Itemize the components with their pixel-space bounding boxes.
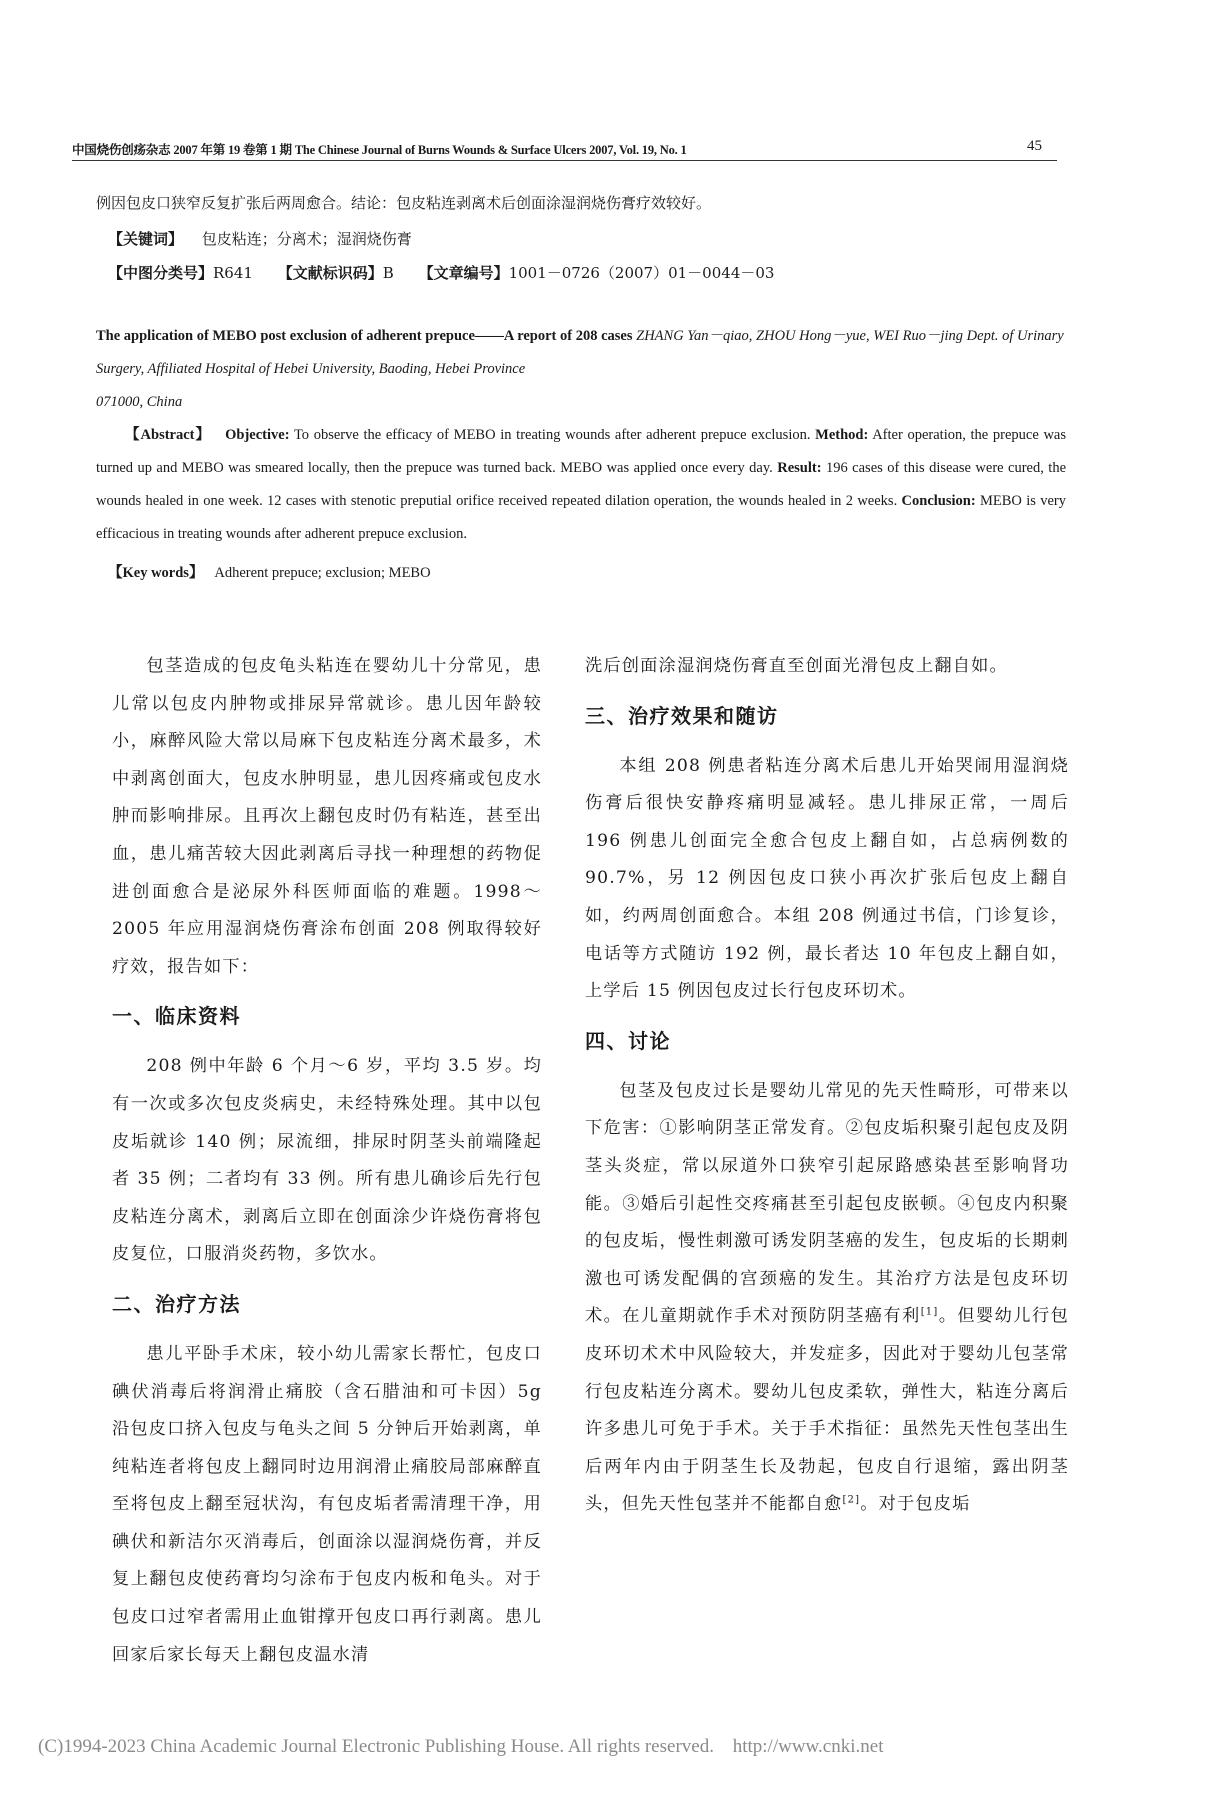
header-rule — [72, 160, 1057, 161]
cnki-link[interactable]: http://www.cnki.net — [732, 1736, 884, 1757]
clinical-data-paragraph: 208 例中年龄 6 个月～6 岁，平均 3.5 岁。均有一次或多次包皮炎病史，未经特殊处理。其中以包皮垢就诊 140 例；尿流细，排尿时阴茎头前端隆起者 35 例；二者均有 33 例。所有患儿确诊后先行包皮粘连分离术，剥离后立即在创面涂少许烧伤膏将包皮复位，口服消炎药物，多饮水。 — [112, 1056, 542, 1265]
discussion-text-1: 包茎及包皮过长是婴幼儿常见的先天性畸形，可带来以下危害：①影响阴茎正常发育。②包皮垢积聚引起包皮及阴茎头炎症，常以尿道外口狭窄引起尿路感染甚至影响肾功能。③婚后引起性交疼痛甚至引起包皮嵌顿。④包皮内积聚的包皮垢，慢性刺激可诱发阴茎癌的发生，包皮垢的长期刺激也可诱发配偶的宫颈癌的发生。其治疗方法是包皮环切术。在儿童期就作手术对预防阴茎癌有利 — [585, 1080, 1069, 1327]
method-text: After operation, the prepuce was turned up and MEBO was smeared locally, then the prepuce was turned back. MEBO was applied once every day. — [96, 427, 1066, 476]
result-label: Result: — [777, 460, 822, 476]
conclusion-label: Conclusion: — [901, 493, 976, 509]
copyright-footer — [38, 1736, 883, 1758]
section-heading-clinical-data: 一、临床资料 — [112, 1004, 241, 1029]
article-no-label: 【文章编号】 — [418, 264, 509, 282]
english-title-block — [96, 320, 1066, 386]
objective-label: Objective: — [225, 427, 290, 443]
treatment-method-paragraph: 患儿平卧手术床，较小幼儿需家长帮忙，包皮口碘伏消毒后将润滑止痛胶（含石腊油和可卡因）5g 沿包皮口挤入包皮与龟头之间 5 分钟后开始剥离，单纯粘连者将包皮上翻同时边用润滑止痛胶局部麻醉直至将包皮上翻至冠状沟，有包皮垢者需清理干净，用碘伏和新洁尔灭消毒后，创面涂以湿润烧伤膏，并反复上翻包皮使药膏均匀涂布于包皮内板和龟头。对于包皮口过窄者需用止血钳撑开包皮口再行剥离。患儿回家后家长每天上翻包皮温水清 — [112, 1343, 542, 1665]
cn-keywords-label: 【关键词】 — [108, 230, 184, 248]
section-heading-results-followup: 三、治疗效果和随访 — [585, 703, 779, 728]
clc-value: R641 — [213, 264, 253, 282]
reference-1[interactable]: [1] — [920, 1306, 939, 1318]
results-paragraph: 本组 208 例患者粘连分离术后患儿开始哭闹用湿润烧伤膏后很快安静疼痛明显减轻。患儿排尿正常，一周后 196 例患儿创面完全愈合包皮上翻自如，占总病例数的 90.7%，另 12 例因包皮口狭小再次扩张后包皮上翻自如，约两周创面愈合。本组 208 例通过书信，门诊复诊，电话等方式随访 192 例，最长者达 10 年包皮上翻自如，上学后 15 例因包皮过长行包皮环切术。 — [585, 755, 1069, 1002]
postcode-text: 071000, China — [96, 394, 183, 410]
doc-code-label: 【文献标识码】 — [277, 264, 383, 282]
method-label: Method: — [815, 427, 869, 443]
intro-paragraph: 包茎造成的包皮龟头粘连在婴幼儿十分常见，患儿常以包皮内肿物或排尿异常就诊。患儿因年龄较小，麻醉风险大常以局麻下包皮粘连分离术最多，术中剥离创面大，包皮水肿明显，患儿因疼痛或包皮水肿而影响排尿。且再次上翻包皮时仍有粘连，甚至出血，患儿痛苦较大因此剥离后寻找一种理想的药物促进创面愈合是泌尿外科医师面临的难题。1998～2005 年应用湿润烧伤膏涂布创面 208 例取得较好疗效，报告如下： — [112, 656, 542, 977]
cn-abstract-tail: 例因包皮口狭窄反复扩张后两周愈合。结论：包皮粘连剥离术后创面涂湿润烧伤膏疗效较好。 — [96, 194, 712, 212]
cn-classification-line — [108, 262, 774, 283]
english-keywords-label: 【Key words】 — [108, 565, 204, 581]
english-postcode — [96, 386, 1066, 419]
copyright-text: (C)1994-2023 China Academic Journal Electronic Publishing House. All rights reserved. — [38, 1736, 714, 1757]
article-no-value: 1001－0726（2007）01－0044－03 — [508, 264, 775, 282]
doc-code-value: B — [382, 264, 394, 282]
english-abstract — [96, 320, 1067, 590]
page-number: 45 — [1027, 138, 1042, 154]
english-title: The application of MEBO post exclusion of adherent prepuce——A report of 208 cases — [96, 328, 633, 344]
section-heading-discussion: 四、讨论 — [585, 1028, 671, 1053]
clc-label: 【中图分类号】 — [108, 264, 214, 282]
result-text: 196 cases of this disease were cured, the wounds healed in one week. 12 cases with stenotic preputial orifice received repeated dilation operation, the wounds healed in 2 weeks. — [96, 460, 1067, 509]
discussion-paragraph — [585, 1073, 1069, 1524]
english-abstract-body — [96, 419, 1066, 551]
section-heading-treatment-method: 二、治疗方法 — [112, 1291, 241, 1316]
conclusion-text: MEBO is very efficacious in treating wounds after adherent prepuce exclusion. — [96, 493, 1066, 542]
treatment-continuation-paragraph: 洗后创面涂湿润烧伤膏直至创面光滑包皮上翻自如。 — [585, 656, 1008, 676]
left-column — [112, 648, 542, 1674]
objective-text: To observe the efficacy of MEBO in treating wounds after adherent prepuce exclusion. — [293, 427, 811, 443]
discussion-text-2: 。但婴幼儿行包皮环切术术中风险较大，并发症多，因此对于婴幼儿包茎常行包皮粘连分离术。婴幼儿包皮柔软，弹性大，粘连分离后许多患儿可免于手术。关于手术指征：虽然先天性包茎出生后两年内由于阴茎生长及勃起，包皮自行退缩，露出阴茎头，但先天性包茎并不能都自愈 — [585, 1306, 1069, 1515]
cn-keywords: 包皮粘连；分离术；湿润烧伤膏 — [201, 230, 412, 248]
discussion-text-3: 。对于包皮垢 — [860, 1494, 971, 1515]
english-keywords: Adherent prepuce; exclusion; MEBO — [214, 565, 431, 581]
english-authors: ZHANG Yan－qiao, ZHOU Hong－yue, WEI Ruo－jing Dept. of Urinary Surgery, Affiliated Hospital of Hebei University, Baoding, Hebei Province — [96, 328, 1064, 377]
abstract-label: 【Abstract】 — [125, 427, 212, 443]
reference-2[interactable]: [2] — [842, 1494, 861, 1506]
english-keywords-line — [108, 557, 1066, 590]
right-column — [585, 648, 1069, 1524]
running-header: 中国烧伤创疡杂志 2007 年第 19 卷第 1 期 The Chinese Journal of Burns Wounds & Surface Ulcers 2007, Vol. 19, No. 1 — [72, 143, 687, 157]
cn-keywords-line — [108, 228, 412, 249]
